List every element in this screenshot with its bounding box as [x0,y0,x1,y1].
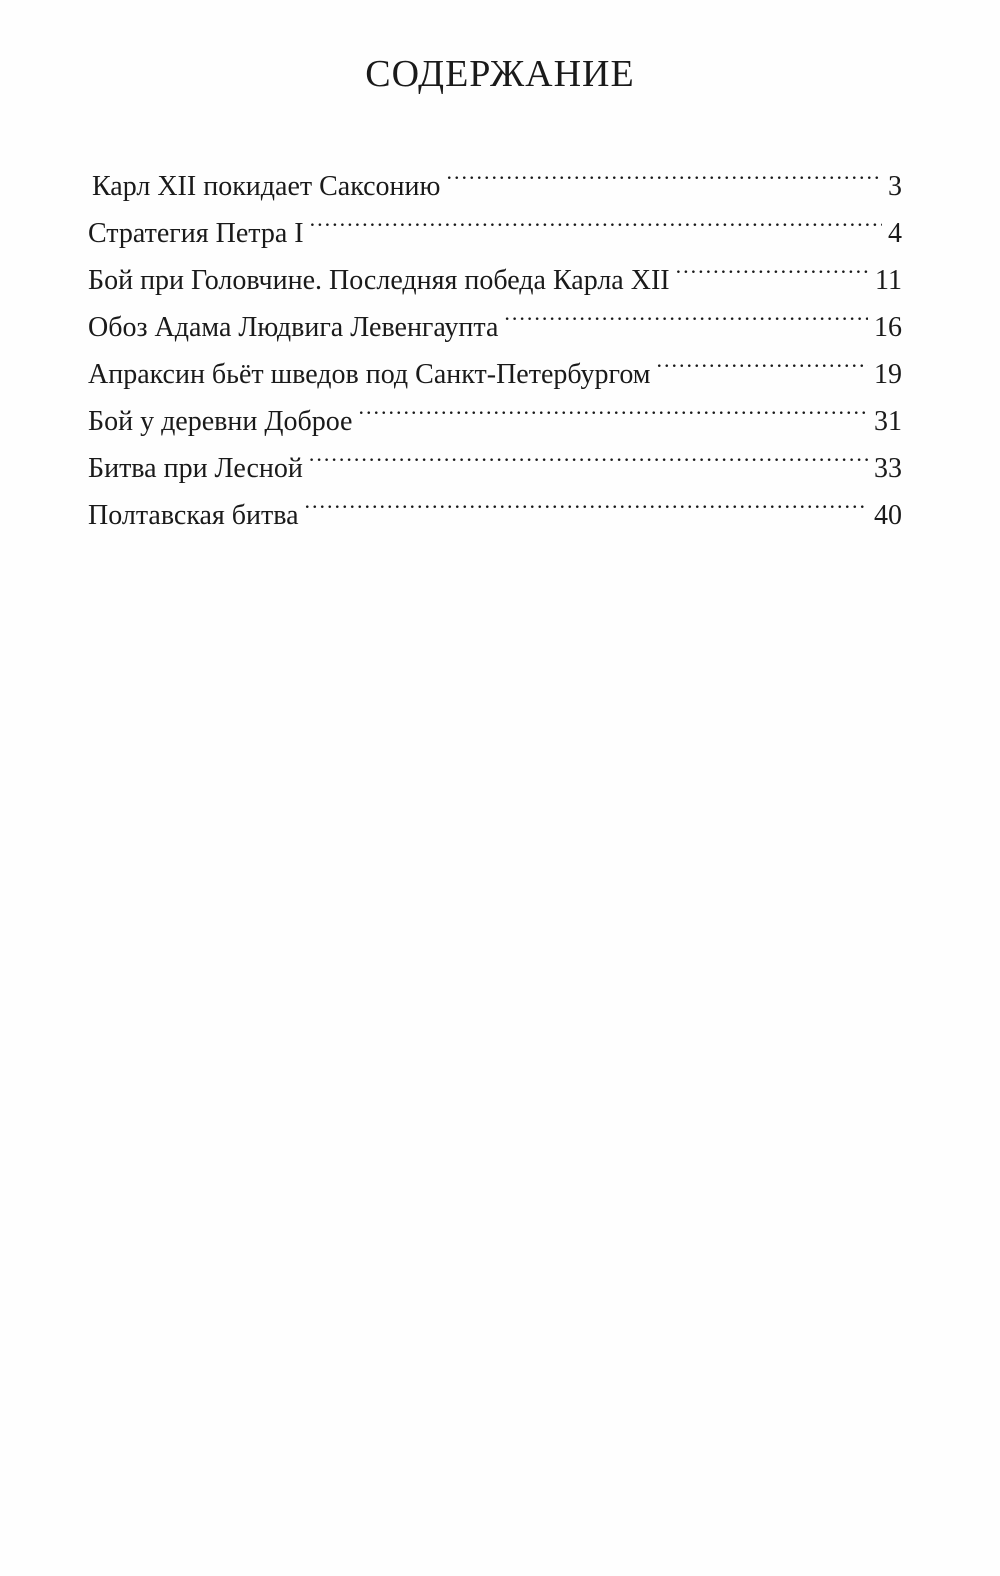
toc-entry-title: Бой при Головчине. Последняя победа Карла XII [88,265,670,296]
toc-entry-title: Битва при Лесной [88,453,303,484]
toc-entry-title: Карл XII покидает Саксонию [92,171,441,202]
toc-entry-title: Бой у деревни Доброе [88,406,353,437]
table-of-contents [88,148,902,531]
toc-entry-title: Апраксин бьёт шведов под Санкт-Петербургом [88,359,651,390]
toc-entry-page: 11 [875,265,902,296]
toc-entry-title: Обоз Адама Людвига Левенгаупта [88,312,499,343]
toc-dot-leader [305,477,868,524]
toc-entry-page: 3 [888,171,902,202]
toc-entry-page: 19 [874,359,902,390]
page-title: СОДЕРЖАНИЕ [365,53,635,95]
toc-dot-leader [358,383,868,430]
toc-entry-page: 31 [874,406,902,437]
toc-entry-page: 33 [874,453,902,484]
toc-dot-leader [310,195,882,242]
toc-entry-title: Полтавская битва [88,500,299,531]
toc-entry-page: 16 [874,312,902,343]
toc-dot-leader [446,148,882,195]
toc-entry-page: 40 [874,500,902,531]
toc-dot-leader [676,242,869,289]
toc-dot-leader [657,336,868,383]
toc-entry[interactable] [88,148,902,202]
toc-entry-title: Стратегия Петра I [88,218,304,249]
toc-dot-leader [504,289,868,336]
toc-dot-leader [309,430,868,477]
toc-entry-page: 4 [888,218,902,249]
